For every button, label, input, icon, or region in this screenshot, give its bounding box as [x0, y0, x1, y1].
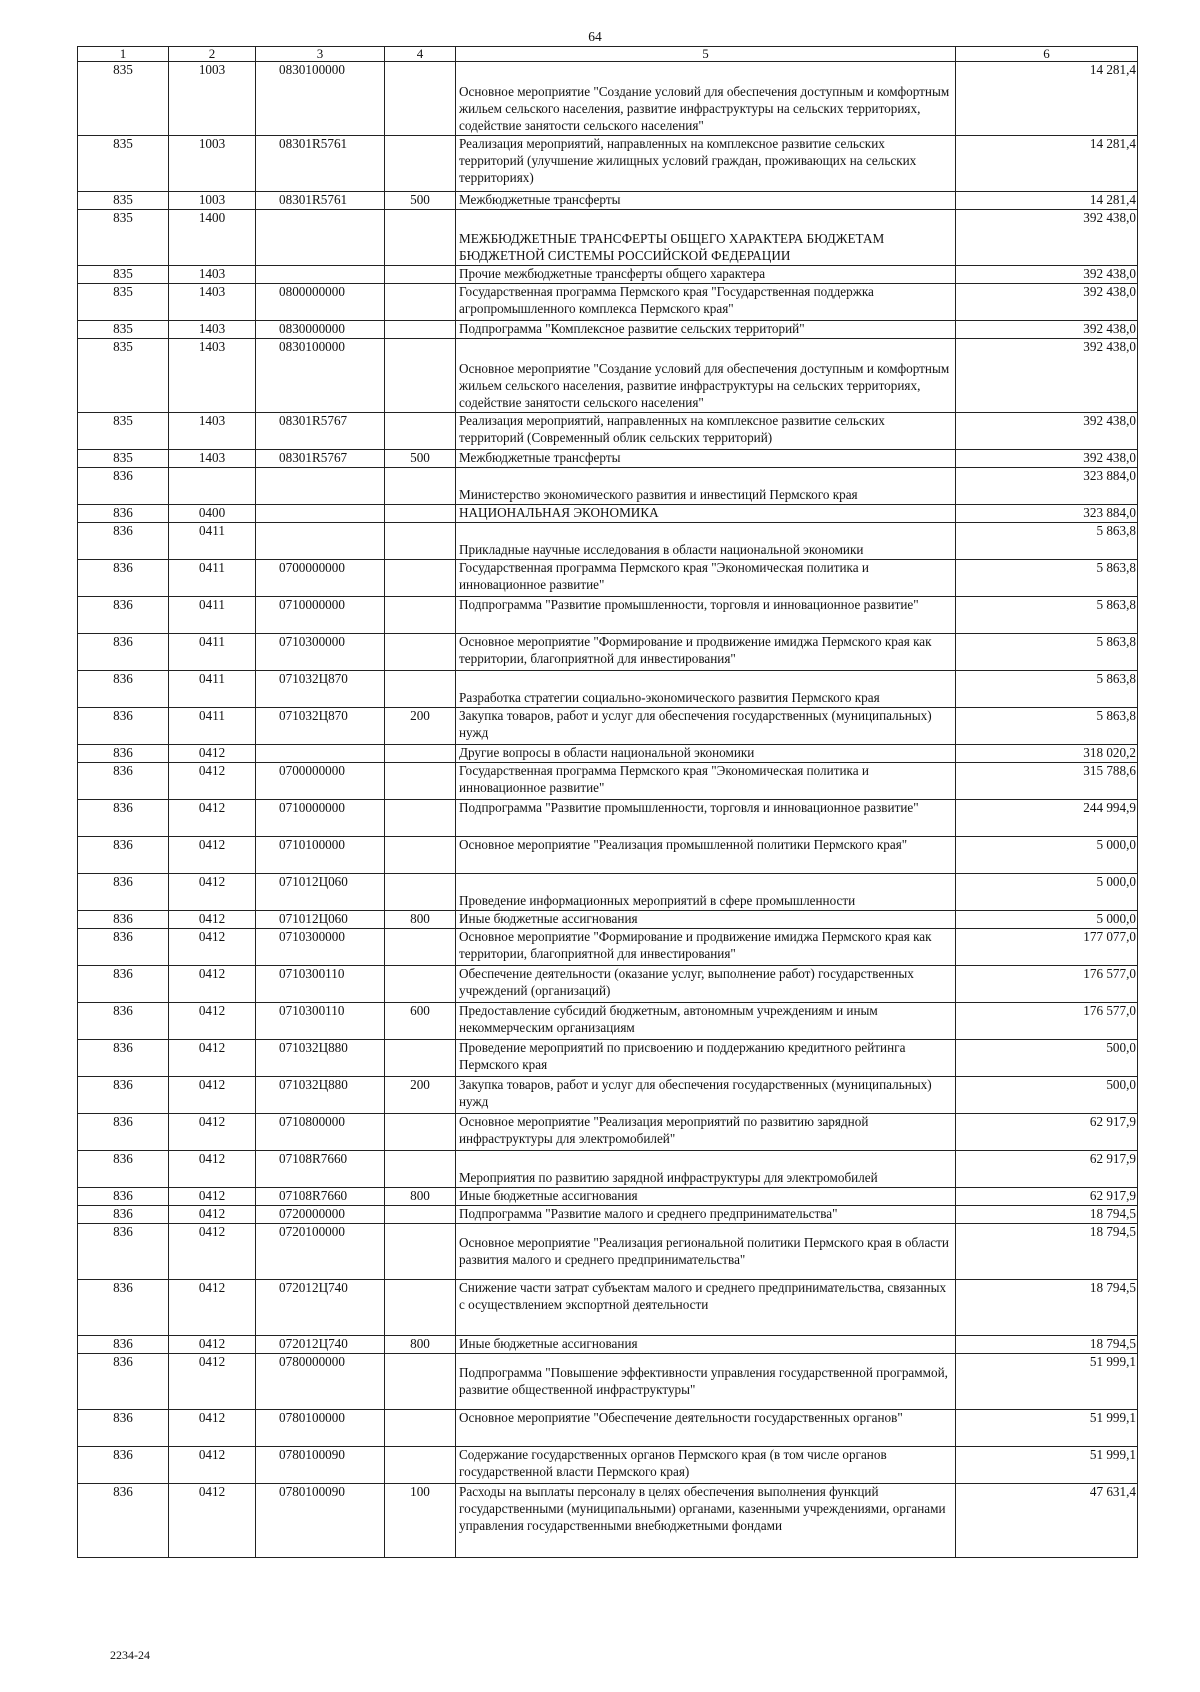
chapter-code: 836 [78, 708, 169, 745]
table-row [78, 523, 1138, 560]
target-article-code [256, 523, 385, 560]
amount: 5 000,0 [956, 911, 1138, 929]
chapter-code: 835 [78, 192, 169, 210]
item-name: Обеспечение деятельности (оказание услуг, выполнение работ) государственных учреждений (организаций) [456, 966, 956, 1003]
table-row [78, 911, 1138, 929]
chapter-code: 836 [78, 837, 169, 874]
section-code: 0412 [169, 1410, 256, 1447]
chapter-code: 836 [78, 874, 169, 911]
target-article-code: 0710300110 [256, 1003, 385, 1040]
section-code: 0412 [169, 1040, 256, 1077]
section-code: 0411 [169, 597, 256, 634]
item-name: Проведение мероприятий по присвоению и поддержанию кредитного рейтинга Пермского края [456, 1040, 956, 1077]
item-name: Другие вопросы в области национальной экономики [456, 745, 956, 763]
expense-type-code [385, 671, 456, 708]
target-article-code [256, 745, 385, 763]
item-name: НАЦИОНАЛЬНАЯ ЭКОНОМИКА [456, 505, 956, 523]
expense-type-code [385, 1040, 456, 1077]
table-row [78, 634, 1138, 671]
table-row [78, 468, 1138, 505]
target-article-code: 08301R5761 [256, 192, 385, 210]
column-header-4: 4 [385, 47, 456, 62]
amount: 392 438,0 [956, 339, 1138, 413]
chapter-code: 836 [78, 634, 169, 671]
item-name: Основное мероприятие "Создание условий для обеспечения доступным и комфортным жильем сельского населения, развитие инфраструктуры на сельских территориях, содействие занятости сельского населения" [456, 62, 956, 136]
item-name: Прочие межбюджетные трансферты общего характера [456, 266, 956, 284]
expense-type-code [385, 837, 456, 874]
table-row [78, 192, 1138, 210]
table-row [78, 763, 1138, 800]
expense-type-code [385, 505, 456, 523]
table-row [78, 136, 1138, 192]
section-code: 0412 [169, 1224, 256, 1280]
column-header-6: 6 [956, 47, 1138, 62]
chapter-code: 836 [78, 671, 169, 708]
target-article-code: 0710100000 [256, 837, 385, 874]
expense-type-code [385, 1410, 456, 1447]
item-name: Подпрограмма "Развитие промышленности, торговля и инновационное развитие" [456, 800, 956, 837]
chapter-code: 836 [78, 597, 169, 634]
target-article-code: 0710300110 [256, 966, 385, 1003]
target-article-code: 0710000000 [256, 800, 385, 837]
target-article-code: 0830100000 [256, 62, 385, 136]
amount: 5 863,8 [956, 708, 1138, 745]
chapter-code: 836 [78, 966, 169, 1003]
item-name: Основное мероприятие "Реализация мероприятий по развитию зарядной инфраструктуры для электромобилей" [456, 1114, 956, 1151]
expense-type-code [385, 1447, 456, 1484]
table-row [78, 505, 1138, 523]
item-name: Государственная программа Пермского края "Государственная поддержка агропромышленного комплекса Пермского края" [456, 284, 956, 321]
expense-type-code [385, 745, 456, 763]
amount: 18 794,5 [956, 1336, 1138, 1354]
section-code: 0412 [169, 1151, 256, 1188]
target-article-code: 0830100000 [256, 339, 385, 413]
chapter-code: 835 [78, 413, 169, 450]
table-row [78, 1077, 1138, 1114]
chapter-code: 835 [78, 450, 169, 468]
item-name: Предоставление субсидий бюджетным, автономным учреждениям и иным некоммерческим организациям [456, 1003, 956, 1040]
section-code: 1403 [169, 284, 256, 321]
section-code: 0412 [169, 837, 256, 874]
amount: 392 438,0 [956, 284, 1138, 321]
amount: 176 577,0 [956, 966, 1138, 1003]
item-name: Подпрограмма "Комплексное развитие сельских территорий" [456, 321, 956, 339]
amount: 5 863,8 [956, 671, 1138, 708]
column-header-3: 3 [256, 47, 385, 62]
expense-type-code [385, 800, 456, 837]
amount: 14 281,4 [956, 136, 1138, 192]
item-name: Основное мероприятие "Создание условий для обеспечения доступным и комфортным жильем сельского населения, развитие инфраструктуры на сельских территориях, содействие занятости сельского населения" [456, 339, 956, 413]
expense-type-code [385, 763, 456, 800]
item-name: Основное мероприятие "Реализация региональной политики Пермского края в области развития малого и среднего предпринимательства" [456, 1224, 956, 1280]
section-code: 0412 [169, 763, 256, 800]
chapter-code: 836 [78, 1410, 169, 1447]
chapter-code: 836 [78, 1077, 169, 1114]
table-row [78, 1040, 1138, 1077]
column-header-5: 5 [456, 47, 956, 62]
budget-table [77, 46, 1138, 1558]
amount: 14 281,4 [956, 192, 1138, 210]
section-code: 0411 [169, 560, 256, 597]
table-row [78, 1151, 1138, 1188]
expense-type-code [385, 413, 456, 450]
target-article-code [256, 210, 385, 266]
page-number: 64 [588, 29, 602, 44]
item-name: МЕЖБЮДЖЕТНЫЕ ТРАНСФЕРТЫ ОБЩЕГО ХАРАКТЕРА БЮДЖЕТАМ БЮДЖЕТНОЙ СИСТЕМЫ РОССИЙСКОЙ ФЕДЕРАЦИИ [456, 210, 956, 266]
expense-type-code: 800 [385, 1188, 456, 1206]
table-row [78, 1447, 1138, 1484]
section-code: 0412 [169, 1077, 256, 1114]
expense-type-code [385, 284, 456, 321]
item-name: Иные бюджетные ассигнования [456, 1336, 956, 1354]
table-row [78, 837, 1138, 874]
chapter-code: 835 [78, 210, 169, 266]
section-code: 0411 [169, 523, 256, 560]
expense-type-code [385, 136, 456, 192]
item-name: Прикладные научные исследования в области национальной экономики [456, 523, 956, 560]
chapter-code: 836 [78, 763, 169, 800]
item-name: Подпрограмма "Повышение эффективности управления государственной программой, развитие общественной инфраструктуры" [456, 1354, 956, 1410]
chapter-code: 835 [78, 321, 169, 339]
section-code: 0412 [169, 1447, 256, 1484]
target-article-code: 0710000000 [256, 597, 385, 634]
amount: 18 794,5 [956, 1280, 1138, 1336]
expense-type-code [385, 597, 456, 634]
expense-type-code [385, 634, 456, 671]
target-article-code: 0700000000 [256, 763, 385, 800]
expense-type-code [385, 468, 456, 505]
section-code: 0412 [169, 1280, 256, 1336]
chapter-code: 835 [78, 62, 169, 136]
target-article-code: 071032Ц870 [256, 708, 385, 745]
section-code: 0412 [169, 800, 256, 837]
amount: 392 438,0 [956, 450, 1138, 468]
chapter-code: 836 [78, 1206, 169, 1224]
column-header-1: 1 [78, 47, 169, 62]
chapter-code: 836 [78, 1151, 169, 1188]
section-code: 0411 [169, 634, 256, 671]
expense-type-code: 200 [385, 708, 456, 745]
item-name: Государственная программа Пермского края "Экономическая политика и инновационное развитие" [456, 560, 956, 597]
amount: 5 863,8 [956, 634, 1138, 671]
amount: 315 788,6 [956, 763, 1138, 800]
item-name: Расходы на выплаты персоналу в целях обеспечения выполнения функций государственными (муниципальными) органами, казенными учреждениями, органами управления государственными внебюджетными фондами [456, 1484, 956, 1558]
table-header-row [78, 47, 1138, 62]
amount: 176 577,0 [956, 1003, 1138, 1040]
section-code [169, 468, 256, 505]
expense-type-code [385, 339, 456, 413]
target-article-code: 072012Ц740 [256, 1280, 385, 1336]
table-row [78, 745, 1138, 763]
item-name: Проведение информационных мероприятий в сфере промышленности [456, 874, 956, 911]
chapter-code: 836 [78, 800, 169, 837]
expense-type-code [385, 874, 456, 911]
section-code: 0412 [169, 1206, 256, 1224]
expense-type-code [385, 1151, 456, 1188]
expense-type-code [385, 321, 456, 339]
target-article-code: 07108R7660 [256, 1188, 385, 1206]
section-code: 1403 [169, 321, 256, 339]
chapter-code: 836 [78, 745, 169, 763]
amount: 62 917,9 [956, 1151, 1138, 1188]
target-article-code: 0710800000 [256, 1114, 385, 1151]
table-row [78, 62, 1138, 136]
table-row [78, 800, 1138, 837]
section-code: 1003 [169, 136, 256, 192]
amount: 5 000,0 [956, 874, 1138, 911]
section-code: 1403 [169, 266, 256, 284]
table-row [78, 1114, 1138, 1151]
section-code: 1400 [169, 210, 256, 266]
chapter-code: 835 [78, 339, 169, 413]
column-header-2: 2 [169, 47, 256, 62]
table-row [78, 1206, 1138, 1224]
expense-type-code: 500 [385, 450, 456, 468]
item-name: Подпрограмма "Развитие малого и среднего предпринимательства" [456, 1206, 956, 1224]
amount: 323 884,0 [956, 468, 1138, 505]
section-code: 0411 [169, 671, 256, 708]
target-article-code: 0800000000 [256, 284, 385, 321]
item-name: Снижение части затрат субъектам малого и среднего предпринимательства, связанных с осуществлением экспортной деятельности [456, 1280, 956, 1336]
target-article-code: 071032Ц880 [256, 1077, 385, 1114]
chapter-code: 836 [78, 1003, 169, 1040]
target-article-code: 0700000000 [256, 560, 385, 597]
chapter-code: 836 [78, 505, 169, 523]
section-code: 1003 [169, 192, 256, 210]
target-article-code: 072012Ц740 [256, 1336, 385, 1354]
item-name: Межбюджетные трансферты [456, 450, 956, 468]
section-code: 1003 [169, 62, 256, 136]
section-code: 0412 [169, 911, 256, 929]
section-code: 0412 [169, 1484, 256, 1558]
section-code: 0412 [169, 966, 256, 1003]
target-article-code: 07108R7660 [256, 1151, 385, 1188]
amount: 62 917,9 [956, 1188, 1138, 1206]
chapter-code: 836 [78, 1114, 169, 1151]
table-row [78, 321, 1138, 339]
section-code: 0412 [169, 929, 256, 966]
target-article-code: 071012Ц060 [256, 874, 385, 911]
chapter-code: 835 [78, 136, 169, 192]
item-name: Закупка товаров, работ и услуг для обеспечения государственных (муниципальных) нужд [456, 708, 956, 745]
amount: 392 438,0 [956, 210, 1138, 266]
amount: 244 994,9 [956, 800, 1138, 837]
chapter-code: 836 [78, 1280, 169, 1336]
amount: 18 794,5 [956, 1206, 1138, 1224]
target-article-code [256, 468, 385, 505]
target-article-code: 071032Ц870 [256, 671, 385, 708]
amount: 5 000,0 [956, 837, 1138, 874]
expense-type-code: 100 [385, 1484, 456, 1558]
item-name: Мероприятия по развитию зарядной инфраструктуры для электромобилей [456, 1151, 956, 1188]
amount: 318 020,2 [956, 745, 1138, 763]
table-row [78, 874, 1138, 911]
expense-type-code [385, 210, 456, 266]
item-name: Содержание государственных органов Пермского края (в том числе органов государственной власти Пермского края) [456, 1447, 956, 1484]
section-code: 0412 [169, 1354, 256, 1410]
amount: 500,0 [956, 1040, 1138, 1077]
target-article-code: 0830000000 [256, 321, 385, 339]
amount: 500,0 [956, 1077, 1138, 1114]
expense-type-code [385, 523, 456, 560]
amount: 5 863,8 [956, 523, 1138, 560]
section-code: 0412 [169, 1114, 256, 1151]
chapter-code: 836 [78, 523, 169, 560]
footer-code: 2234-24 [110, 1648, 150, 1662]
section-code: 0412 [169, 1003, 256, 1040]
section-code: 0400 [169, 505, 256, 523]
table-row [78, 597, 1138, 634]
item-name: Межбюджетные трансферты [456, 192, 956, 210]
table-row [78, 1280, 1138, 1336]
target-article-code: 0720000000 [256, 1206, 385, 1224]
expense-type-code: 800 [385, 911, 456, 929]
expense-type-code: 200 [385, 1077, 456, 1114]
table-row [78, 1354, 1138, 1410]
table-row [78, 929, 1138, 966]
chapter-code: 836 [78, 1336, 169, 1354]
amount: 18 794,5 [956, 1224, 1138, 1280]
amount: 47 631,4 [956, 1484, 1138, 1558]
section-code: 0412 [169, 1336, 256, 1354]
item-name: Министерство экономического развития и инвестиций Пермского края [456, 468, 956, 505]
target-article-code: 0780100090 [256, 1447, 385, 1484]
expense-type-code [385, 266, 456, 284]
table-row [78, 339, 1138, 413]
table-row [78, 266, 1138, 284]
expense-type-code [385, 929, 456, 966]
section-code: 0412 [169, 745, 256, 763]
section-code: 1403 [169, 413, 256, 450]
item-name: Основное мероприятие "Реализация промышленной политики Пермского края" [456, 837, 956, 874]
amount: 14 281,4 [956, 62, 1138, 136]
table-row [78, 1484, 1138, 1558]
expense-type-code [385, 62, 456, 136]
amount: 5 863,8 [956, 597, 1138, 634]
table-row [78, 1003, 1138, 1040]
amount: 51 999,1 [956, 1447, 1138, 1484]
section-code: 1403 [169, 450, 256, 468]
table-row [78, 450, 1138, 468]
item-name: Закупка товаров, работ и услуг для обеспечения государственных (муниципальных) нужд [456, 1077, 956, 1114]
expense-type-code [385, 1224, 456, 1280]
target-article-code [256, 266, 385, 284]
table-row [78, 1410, 1138, 1447]
chapter-code: 836 [78, 1040, 169, 1077]
section-code: 0412 [169, 1188, 256, 1206]
amount: 177 077,0 [956, 929, 1138, 966]
item-name: Подпрограмма "Развитие промышленности, торговля и инновационное развитие" [456, 597, 956, 634]
item-name: Иные бюджетные ассигнования [456, 911, 956, 929]
table-row [78, 413, 1138, 450]
item-name: Разработка стратегии социально-экономического развития Пермского края [456, 671, 956, 708]
target-article-code: 0780100000 [256, 1410, 385, 1447]
item-name: Иные бюджетные ассигнования [456, 1188, 956, 1206]
target-article-code: 0720100000 [256, 1224, 385, 1280]
target-article-code: 0780100090 [256, 1484, 385, 1558]
target-article-code: 0710300000 [256, 634, 385, 671]
expense-type-code [385, 1114, 456, 1151]
table-row [78, 1336, 1138, 1354]
chapter-code: 835 [78, 266, 169, 284]
target-article-code: 071032Ц880 [256, 1040, 385, 1077]
expense-type-code [385, 1280, 456, 1336]
amount: 323 884,0 [956, 505, 1138, 523]
expense-type-code [385, 966, 456, 1003]
expense-type-code [385, 1206, 456, 1224]
item-name: Основное мероприятие "Формирование и продвижение имиджа Пермского края как территории, благоприятной для инвестирования" [456, 634, 956, 671]
amount: 62 917,9 [956, 1114, 1138, 1151]
table-row [78, 210, 1138, 266]
expense-type-code [385, 560, 456, 597]
target-article-code [256, 505, 385, 523]
item-name: Государственная программа Пермского края "Экономическая политика и инновационное развитие" [456, 763, 956, 800]
table-row [78, 1224, 1138, 1280]
chapter-code: 835 [78, 284, 169, 321]
target-article-code: 0710300000 [256, 929, 385, 966]
item-name: Реализация мероприятий, направленных на комплексное развитие сельских территорий (улучшение жилищных условий граждан, проживающих на сельских территориях) [456, 136, 956, 192]
target-article-code: 08301R5767 [256, 450, 385, 468]
amount: 392 438,0 [956, 266, 1138, 284]
table-row [78, 284, 1138, 321]
table-row [78, 708, 1138, 745]
target-article-code: 071012Ц060 [256, 911, 385, 929]
chapter-code: 836 [78, 1354, 169, 1410]
table-row [78, 966, 1138, 1003]
table-row [78, 1188, 1138, 1206]
chapter-code: 836 [78, 468, 169, 505]
amount: 392 438,0 [956, 321, 1138, 339]
item-name: Реализация мероприятий, направленных на комплексное развитие сельских территорий (Современный облик сельских территорий) [456, 413, 956, 450]
amount: 51 999,1 [956, 1410, 1138, 1447]
expense-type-code [385, 1354, 456, 1410]
expense-type-code: 800 [385, 1336, 456, 1354]
chapter-code: 836 [78, 929, 169, 966]
chapter-code: 836 [78, 1188, 169, 1206]
chapter-code: 836 [78, 1447, 169, 1484]
chapter-code: 836 [78, 1484, 169, 1558]
expense-type-code: 500 [385, 192, 456, 210]
section-code: 0411 [169, 708, 256, 745]
target-article-code: 08301R5761 [256, 136, 385, 192]
amount: 392 438,0 [956, 413, 1138, 450]
section-code: 0412 [169, 874, 256, 911]
table-row [78, 560, 1138, 597]
expense-type-code: 600 [385, 1003, 456, 1040]
section-code: 1403 [169, 339, 256, 413]
amount: 51 999,1 [956, 1354, 1138, 1410]
amount: 5 863,8 [956, 560, 1138, 597]
target-article-code: 0780000000 [256, 1354, 385, 1410]
table-row [78, 671, 1138, 708]
target-article-code: 08301R5767 [256, 413, 385, 450]
item-name: Основное мероприятие "Обеспечение деятельности государственных органов" [456, 1410, 956, 1447]
chapter-code: 836 [78, 560, 169, 597]
item-name: Основное мероприятие "Формирование и продвижение имиджа Пермского края как территории, благоприятной для инвестирования" [456, 929, 956, 966]
chapter-code: 836 [78, 911, 169, 929]
chapter-code: 836 [78, 1224, 169, 1280]
